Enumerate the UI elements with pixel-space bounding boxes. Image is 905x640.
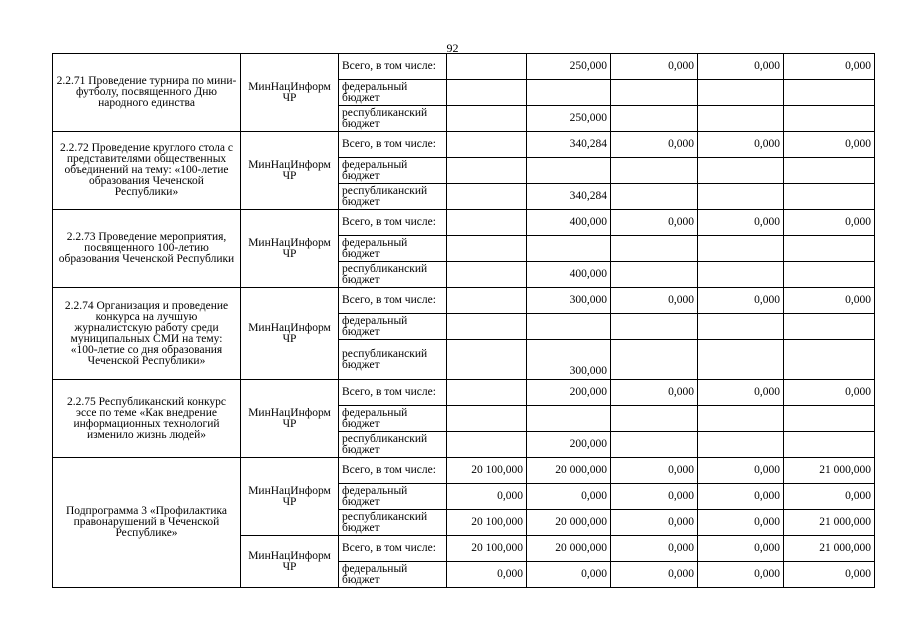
amount-cell-c4: 0,000 <box>698 562 784 588</box>
amount-cell-c4 <box>698 236 784 262</box>
funding-source-cell: Всего, в том числе: <box>339 54 447 80</box>
amount-cell-c3: 0,000 <box>611 210 698 236</box>
amount-cell-c4 <box>698 158 784 184</box>
amount-cell-c5: 0,000 <box>784 380 875 406</box>
amount-cell-c2: 300,000 <box>527 340 611 380</box>
amount-cell-c3 <box>611 406 698 432</box>
amount-cell-c2: 250,000 <box>527 106 611 132</box>
funding-source-cell: Всего, в том числе: <box>339 210 447 236</box>
amount-cell-c2: 0,000 <box>527 562 611 588</box>
amount-cell-c2: 340,284 <box>527 132 611 158</box>
amount-cell-c4 <box>698 340 784 380</box>
event-name-cell: 2.2.75 Республиканский конкурс эссе по теме «Как внедрение информационных технологий изменило жизнь людей» <box>53 380 241 458</box>
executor-cell: МинНацИнформ ЧР <box>241 210 339 288</box>
funding-source-cell: федеральный бюджет <box>339 158 447 184</box>
amount-cell-c1 <box>447 380 527 406</box>
amount-cell-c2: 20 000,000 <box>527 510 611 536</box>
amount-cell-c5 <box>784 432 875 458</box>
amount-cell-c4 <box>698 106 784 132</box>
amount-cell-c1 <box>447 314 527 340</box>
amount-cell-c2 <box>527 314 611 340</box>
funding-source-cell: федеральный бюджет <box>339 406 447 432</box>
table-row <box>53 132 875 158</box>
amount-cell-c3: 0,000 <box>611 288 698 314</box>
amount-cell-c3 <box>611 340 698 380</box>
amount-cell-c1 <box>447 432 527 458</box>
amount-cell-c4 <box>698 184 784 210</box>
amount-cell-c4: 0,000 <box>698 536 784 562</box>
subprogram-row <box>53 458 875 484</box>
amount-cell-c3: 0,000 <box>611 458 698 484</box>
amount-cell-c3: 0,000 <box>611 536 698 562</box>
amount-cell-c2 <box>527 236 611 262</box>
funding-source-cell: республиканский бюджет <box>339 510 447 536</box>
amount-cell-c5: 0,000 <box>784 288 875 314</box>
funding-source-cell: Всего, в том числе: <box>339 132 447 158</box>
amount-cell-c4: 0,000 <box>698 380 784 406</box>
amount-cell-c3: 0,000 <box>611 484 698 510</box>
amount-cell-c5 <box>784 262 875 288</box>
amount-cell-c5 <box>784 106 875 132</box>
amount-cell-c5: 21 000,000 <box>784 458 875 484</box>
amount-cell-c2: 20 000,000 <box>527 536 611 562</box>
amount-cell-c1 <box>447 106 527 132</box>
funding-source-cell: Всего, в том числе: <box>339 288 447 314</box>
funding-source-cell: республиканский бюджет <box>339 262 447 288</box>
amount-cell-c3: 0,000 <box>611 562 698 588</box>
executor-cell: МинНацИнформ ЧР <box>241 288 339 380</box>
amount-cell-c4: 0,000 <box>698 210 784 236</box>
amount-cell-c5: 0,000 <box>784 484 875 510</box>
amount-cell-c1 <box>447 262 527 288</box>
table-row <box>53 54 875 80</box>
amount-cell-c4: 0,000 <box>698 288 784 314</box>
funding-source-cell: Всего, в том числе: <box>339 380 447 406</box>
executor-cell: МинНацИнформ ЧР <box>241 380 339 458</box>
amount-cell-c2: 200,000 <box>527 380 611 406</box>
amount-cell-c1 <box>447 406 527 432</box>
funding-source-cell: федеральный бюджет <box>339 80 447 106</box>
amount-cell-c4: 0,000 <box>698 484 784 510</box>
amount-cell-c3: 0,000 <box>611 54 698 80</box>
amount-cell-c2: 20 000,000 <box>527 458 611 484</box>
amount-cell-c1 <box>447 210 527 236</box>
amount-cell-c1 <box>447 236 527 262</box>
amount-cell-c5: 0,000 <box>784 562 875 588</box>
amount-cell-c1 <box>447 340 527 380</box>
funding-source-cell: республиканский бюджет <box>339 184 447 210</box>
table-row <box>53 380 875 406</box>
amount-cell-c5: 0,000 <box>784 132 875 158</box>
amount-cell-c2 <box>527 406 611 432</box>
amount-cell-c1 <box>447 288 527 314</box>
amount-cell-c5: 21 000,000 <box>784 510 875 536</box>
event-name-cell: 2.2.72 Проведение круглого стола с представителями общественных объединений на тему: «100-летие образования Чеченской Республики» <box>53 132 241 210</box>
amount-cell-c4 <box>698 406 784 432</box>
budget-table <box>52 53 875 588</box>
amount-cell-c2: 250,000 <box>527 54 611 80</box>
amount-cell-c3 <box>611 184 698 210</box>
funding-source-cell: федеральный бюджет <box>339 314 447 340</box>
amount-cell-c1 <box>447 132 527 158</box>
amount-cell-c5 <box>784 340 875 380</box>
table-row <box>53 210 875 236</box>
amount-cell-c5: 0,000 <box>784 54 875 80</box>
executor-cell: МинНацИнформ ЧР <box>241 536 339 588</box>
amount-cell-c2 <box>527 80 611 106</box>
table-row <box>53 288 875 314</box>
funding-source-cell: федеральный бюджет <box>339 484 447 510</box>
amount-cell-c2: 340,284 <box>527 184 611 210</box>
event-name-cell: 2.2.73 Проведение мероприятия, посвященного 100-летию образования Чеченской Республики <box>53 210 241 288</box>
amount-cell-c4 <box>698 314 784 340</box>
amount-cell-c4 <box>698 432 784 458</box>
amount-cell-c1 <box>447 158 527 184</box>
amount-cell-c1 <box>447 80 527 106</box>
amount-cell-c4: 0,000 <box>698 458 784 484</box>
budget-table-body <box>53 54 875 588</box>
amount-cell-c1 <box>447 184 527 210</box>
funding-source-cell: Всего, в том числе: <box>339 458 447 484</box>
amount-cell-c2: 200,000 <box>527 432 611 458</box>
amount-cell-c4 <box>698 80 784 106</box>
amount-cell-c5 <box>784 314 875 340</box>
amount-cell-c1: 20 100,000 <box>447 458 527 484</box>
amount-cell-c2: 300,000 <box>527 288 611 314</box>
funding-source-cell: республиканский бюджет <box>339 432 447 458</box>
amount-cell-c1: 0,000 <box>447 562 527 588</box>
amount-cell-c5 <box>784 184 875 210</box>
amount-cell-c3 <box>611 80 698 106</box>
executor-cell: МинНацИнформ ЧР <box>241 54 339 132</box>
amount-cell-c1: 20 100,000 <box>447 536 527 562</box>
amount-cell-c5 <box>784 158 875 184</box>
amount-cell-c4 <box>698 262 784 288</box>
amount-cell-c3 <box>611 106 698 132</box>
amount-cell-c5: 21 000,000 <box>784 536 875 562</box>
amount-cell-c1: 0,000 <box>447 484 527 510</box>
page-number: 92 <box>446 41 459 55</box>
amount-cell-c3 <box>611 262 698 288</box>
amount-cell-c3: 0,000 <box>611 510 698 536</box>
amount-cell-c4: 0,000 <box>698 54 784 80</box>
amount-cell-c3 <box>611 314 698 340</box>
funding-source-cell: федеральный бюджет <box>339 236 447 262</box>
amount-cell-c3: 0,000 <box>611 132 698 158</box>
amount-cell-c4: 0,000 <box>698 132 784 158</box>
amount-cell-c2: 0,000 <box>527 484 611 510</box>
amount-cell-c1: 20 100,000 <box>447 510 527 536</box>
amount-cell-c5: 0,000 <box>784 210 875 236</box>
amount-cell-c5 <box>784 236 875 262</box>
funding-source-cell: республиканский бюджет <box>339 340 447 380</box>
amount-cell-c3: 0,000 <box>611 380 698 406</box>
executor-cell: МинНацИнформ ЧР <box>241 458 339 536</box>
amount-cell-c2 <box>527 158 611 184</box>
executor-cell: МинНацИнформ ЧР <box>241 132 339 210</box>
event-name-cell: 2.2.74 Организация и проведение конкурса на лучшую журналистскую работу среди муниципальных СМИ на тему: «100-летие со дня образования Чеченской Республики» <box>53 288 241 380</box>
amount-cell-c3 <box>611 236 698 262</box>
amount-cell-c5 <box>784 406 875 432</box>
funding-source-cell: федеральный бюджет <box>339 562 447 588</box>
amount-cell-c2: 400,000 <box>527 210 611 236</box>
amount-cell-c1 <box>447 54 527 80</box>
funding-source-cell: Всего, в том числе: <box>339 536 447 562</box>
event-name-cell: 2.2.71 Проведение турнира по мини-футболу, посвященного Дню народного единства <box>53 54 241 132</box>
amount-cell-c5 <box>784 80 875 106</box>
amount-cell-c4: 0,000 <box>698 510 784 536</box>
amount-cell-c3 <box>611 158 698 184</box>
amount-cell-c3 <box>611 432 698 458</box>
funding-source-cell: республиканский бюджет <box>339 106 447 132</box>
amount-cell-c2: 400,000 <box>527 262 611 288</box>
subprogram-title-cell: Подпрограмма 3 «Профилактика правонарушений в Чеченской Республике» <box>53 458 241 588</box>
